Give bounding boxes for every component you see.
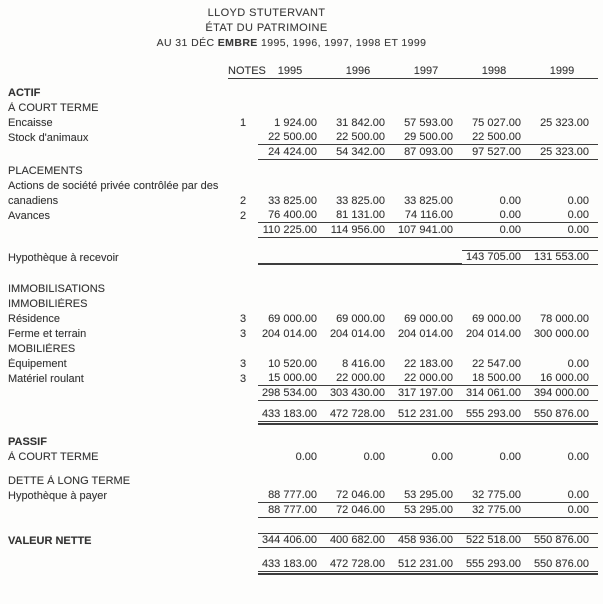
row-stock-animaux-label: Stock d'animaux <box>8 132 89 144</box>
row-hypotheque-a-payer-value-1998: 32 775.00 <box>462 489 530 503</box>
date-prefix: AU 31 DÉC <box>156 37 218 49</box>
label-actions-societe-label: Actions de société privée contrôlée par des <box>8 180 219 192</box>
row-canadiens-label: canadiens <box>8 195 59 207</box>
row-equipement-value-1996: 8 416.00 <box>342 358 385 370</box>
row-equipement-note: 3 <box>239 358 247 370</box>
row-valeur-nette-value-1996: 400 682.00 <box>326 533 394 548</box>
row-placements-subtotal-value-1996: 114 956.00 <box>326 224 394 238</box>
row-total-passif-valeur-nette-value-1996: 472 728.00 <box>326 558 394 572</box>
row-ferme-et-terrain-label: Ferme et terrain <box>8 328 87 340</box>
row-residence-value-1996: 69 000.00 <box>336 313 385 325</box>
document-header <box>0 0 603 51</box>
row-encaisse-label: Encaisse <box>8 117 53 129</box>
row-placements-subtotal-value-1998: 0.00 <box>462 224 530 238</box>
statement-table <box>0 63 603 572</box>
row-dette-subtotal <box>0 503 598 518</box>
row-equipement-label: Équipement <box>8 358 67 370</box>
row-court-terme-subtotal-value-1997: 87 093.00 <box>394 146 462 160</box>
row-canadiens-note: 2 <box>239 195 247 207</box>
spacer <box>0 548 598 557</box>
section-placements <box>0 163 598 178</box>
row-materiel-roulant-value-1995: 15 000.00 <box>258 372 326 386</box>
section-actif-label: ACTIF <box>8 87 41 99</box>
row-dette-subtotal-value-1997: 53 295.00 <box>394 504 462 518</box>
row-valeur-nette-label: VALEUR NETTE <box>8 535 92 547</box>
row-hypotheque-a-payer-value-1997: 53 295.00 <box>394 489 462 503</box>
row-total-passif-valeur-nette <box>0 557 598 572</box>
row-equipement-value-1997: 22 183.00 <box>404 358 453 370</box>
spacer <box>0 238 598 247</box>
row-materiel-roulant <box>0 371 598 386</box>
column-header-year-1999: 1999 <box>530 65 598 79</box>
row-ferme-et-terrain-value-1999: 300 000.00 <box>533 328 589 340</box>
row-hypotheque-a-recevoir-value-1999: 131 553.00 <box>530 250 598 265</box>
row-total-passif-valeur-nette-value-1998: 555 293.00 <box>462 558 530 572</box>
row-dette-subtotal-value-1998: 32 775.00 <box>462 504 530 518</box>
row-valeur-nette-value-1995: 344 406.00 <box>258 533 326 548</box>
row-total-passif-valeur-nette-value-1999: 550 876.00 <box>530 558 598 572</box>
row-canadiens-value-1996: 33 825.00 <box>336 195 385 207</box>
row-stock-animaux-value-1999 <box>530 144 598 145</box>
column-header-year-1996: 1996 <box>326 65 394 79</box>
row-passif-court-terme-value-1998: 0.00 <box>499 451 521 463</box>
row-stock-animaux-value-1998: 22 500.00 <box>462 131 530 145</box>
row-residence-value-1999: 78 000.00 <box>540 313 589 325</box>
row-valeur-nette-value-1997: 458 936.00 <box>394 533 462 548</box>
row-total-passif-valeur-nette-value-1997: 512 231.00 <box>394 558 462 572</box>
row-materiel-roulant-label: Matériel roulant <box>8 373 84 385</box>
row-materiel-roulant-value-1998: 18 500.00 <box>462 372 530 386</box>
row-hypotheque-a-payer-value-1996: 72 046.00 <box>326 489 394 503</box>
row-materiel-roulant-note: 3 <box>239 373 247 385</box>
row-hypotheque-a-recevoir-value-1995 <box>258 263 326 265</box>
row-total-actif-value-1999: 550 876.00 <box>530 408 598 422</box>
spacer <box>0 518 598 530</box>
section-actif-court-terme-label: À COURT TERME <box>8 102 99 114</box>
row-court-terme-subtotal-value-1996: 54 342.00 <box>326 146 394 160</box>
row-total-actif <box>0 407 598 422</box>
document-date-line <box>0 36 593 51</box>
row-dette-subtotal-value-1999: 0.00 <box>530 504 598 518</box>
row-stock-animaux <box>0 130 598 145</box>
date-bold-part: EMBRE <box>217 37 258 49</box>
document-owner-name: LLOYD STUTERVANT <box>207 7 326 19</box>
section-immobilisations-label: IMMOBILISATIONS <box>8 283 105 295</box>
row-residence-label: Résidence <box>8 313 60 325</box>
row-total-actif-value-1998: 555 293.00 <box>462 408 530 422</box>
section-mobilieres-label: MOBILIÈRES <box>8 343 76 355</box>
row-passif-court-terme-value-1999: 0.00 <box>567 451 589 463</box>
row-immobilisations-subtotal-value-1999: 394 000.00 <box>530 387 598 401</box>
row-avances-value-1998: 0.00 <box>462 209 530 223</box>
column-header-year-1998: 1998 <box>462 65 530 79</box>
row-hypotheque-a-payer-value-1999: 0.00 <box>530 489 598 503</box>
row-encaisse-note: 1 <box>239 117 247 129</box>
row-hypotheque-a-recevoir-value-1996 <box>326 263 394 265</box>
row-hypotheque-a-payer-value-1995: 88 777.00 <box>258 489 326 503</box>
row-equipement-value-1998: 22 547.00 <box>472 358 521 370</box>
row-hypotheque-a-payer <box>0 488 598 503</box>
spacer <box>0 464 598 473</box>
row-placements-subtotal-value-1995: 110 225.00 <box>258 224 326 238</box>
row-residence-value-1998: 69 000.00 <box>472 313 521 325</box>
row-passif-court-terme-label: À COURT TERME <box>8 451 99 463</box>
row-dette-subtotal-value-1996: 72 046.00 <box>326 504 394 518</box>
row-canadiens-value-1999: 0.00 <box>567 195 589 207</box>
row-equipement <box>0 356 598 371</box>
row-ferme-et-terrain-value-1997: 204 014.00 <box>397 328 453 340</box>
row-immobilisations-subtotal-value-1996: 303 430.00 <box>326 387 394 401</box>
row-dette-subtotal-value-1995: 88 777.00 <box>258 504 326 518</box>
section-immobilieres-label: IMMOBILIÈRES <box>8 298 88 310</box>
row-court-terme-subtotal-value-1995: 24 424.00 <box>258 146 326 160</box>
row-valeur-nette <box>0 530 598 548</box>
row-canadiens <box>0 193 598 208</box>
row-immobilisations-subtotal-value-1997: 317 197.00 <box>394 387 462 401</box>
section-passif <box>0 434 598 449</box>
row-passif-court-terme-value-1996: 0.00 <box>363 451 385 463</box>
column-header-year-1995: 1995 <box>258 65 326 79</box>
row-avances-value-1996: 81 131.00 <box>326 209 394 223</box>
row-passif-court-terme-value-1997: 0.00 <box>431 451 453 463</box>
row-canadiens-value-1997: 33 825.00 <box>404 195 453 207</box>
row-avances <box>0 208 598 223</box>
row-court-terme-subtotal-value-1999: 25 323.00 <box>530 146 598 160</box>
row-valeur-nette-value-1999: 550 876.00 <box>530 533 598 548</box>
row-encaisse-value-1997: 57 593.00 <box>404 117 453 129</box>
row-placements-subtotal <box>0 223 598 238</box>
row-placements-subtotal-value-1999: 0.00 <box>530 224 598 238</box>
row-encaisse <box>0 115 598 130</box>
section-immobilieres <box>0 296 598 311</box>
row-residence <box>0 311 598 326</box>
date-suffix: 1995, 1996, 1997, 1998 ET 1999 <box>257 37 427 49</box>
row-ferme-et-terrain-note: 3 <box>239 328 247 340</box>
row-avances-label: Avances <box>8 210 50 222</box>
section-passif-label: PASSIF <box>8 436 47 448</box>
row-encaisse-value-1995: 1 924.00 <box>274 117 317 129</box>
section-mobilieres <box>0 341 598 356</box>
row-canadiens-value-1995: 33 825.00 <box>268 195 317 207</box>
row-passif-court-terme <box>0 449 598 464</box>
row-immobilisations-subtotal-value-1998: 314 061.00 <box>462 387 530 401</box>
section-dette-long-terme <box>0 473 598 488</box>
row-immobilisations-subtotal <box>0 386 598 401</box>
section-placements-label: PLACEMENTS <box>8 165 83 177</box>
row-avances-value-1997: 74 116.00 <box>394 209 462 223</box>
row-materiel-roulant-value-1997: 22 000.00 <box>394 372 462 386</box>
row-total-actif-value-1995: 433 183.00 <box>258 408 326 422</box>
row-avances-note: 2 <box>239 210 247 222</box>
row-hypotheque-a-recevoir-value-1997 <box>394 263 462 265</box>
row-total-passif-valeur-nette-value-1995: 433 183.00 <box>258 558 326 572</box>
row-encaisse-value-1999: 25 323.00 <box>540 117 589 129</box>
row-avances-value-1995: 76 400.00 <box>258 209 326 223</box>
row-equipement-value-1999: 0.00 <box>567 358 589 370</box>
row-stock-animaux-value-1995: 22 500.00 <box>258 131 326 145</box>
row-immobilisations-subtotal-value-1995: 298 534.00 <box>258 387 326 401</box>
section-actif <box>0 85 598 100</box>
row-encaisse-value-1996: 31 842.00 <box>336 117 385 129</box>
row-materiel-roulant-value-1996: 22 000.00 <box>326 372 394 386</box>
row-stock-animaux-value-1997: 29 500.00 <box>394 131 462 145</box>
row-residence-value-1995: 69 000.00 <box>268 313 317 325</box>
row-placements-subtotal-value-1997: 107 941.00 <box>394 224 462 238</box>
section-dette-long-terme-label: DETTE À LONG TERME <box>8 475 131 487</box>
row-ferme-et-terrain-value-1996: 204 014.00 <box>329 328 385 340</box>
row-total-actif-value-1996: 472 728.00 <box>326 408 394 422</box>
row-stock-animaux-value-1996: 22 500.00 <box>326 131 394 145</box>
row-hypotheque-a-payer-label: Hypothèque à payer <box>8 490 108 502</box>
row-avances-value-1999: 0.00 <box>530 209 598 223</box>
row-hypotheque-a-recevoir-label: Hypothèque à recevoir <box>8 252 119 264</box>
row-total-actif-value-1997: 512 231.00 <box>394 408 462 422</box>
column-header-row <box>0 63 598 79</box>
column-header-notes: NOTES <box>228 65 266 77</box>
row-encaisse-value-1998: 75 027.00 <box>472 117 521 129</box>
row-materiel-roulant-value-1999: 16 000.00 <box>530 372 598 386</box>
section-actif-court-terme <box>0 100 598 115</box>
document-title: ÉTAT DU PATRIMOINE <box>205 22 328 34</box>
row-equipement-value-1995: 10 520.00 <box>268 358 317 370</box>
row-residence-value-1997: 69 000.00 <box>404 313 453 325</box>
row-hypotheque-a-recevoir-value-1998: 143 705.00 <box>462 250 530 265</box>
row-court-terme-subtotal-value-1998: 97 527.00 <box>462 146 530 160</box>
row-court-terme-subtotal <box>0 145 598 160</box>
row-passif-court-terme-value-1995: 0.00 <box>295 451 317 463</box>
row-valeur-nette-value-1998: 522 518.00 <box>462 533 530 548</box>
section-immobilisations <box>0 281 598 296</box>
row-ferme-et-terrain <box>0 326 598 341</box>
row-hypotheque-a-recevoir <box>0 247 598 265</box>
row-ferme-et-terrain-value-1995: 204 014.00 <box>261 328 317 340</box>
label-actions-societe <box>0 178 598 193</box>
spacer <box>0 265 598 281</box>
column-header-year-1997: 1997 <box>394 65 462 79</box>
row-canadiens-value-1998: 0.00 <box>499 195 521 207</box>
row-residence-note: 3 <box>239 313 247 325</box>
row-ferme-et-terrain-value-1998: 204 014.00 <box>465 328 521 340</box>
